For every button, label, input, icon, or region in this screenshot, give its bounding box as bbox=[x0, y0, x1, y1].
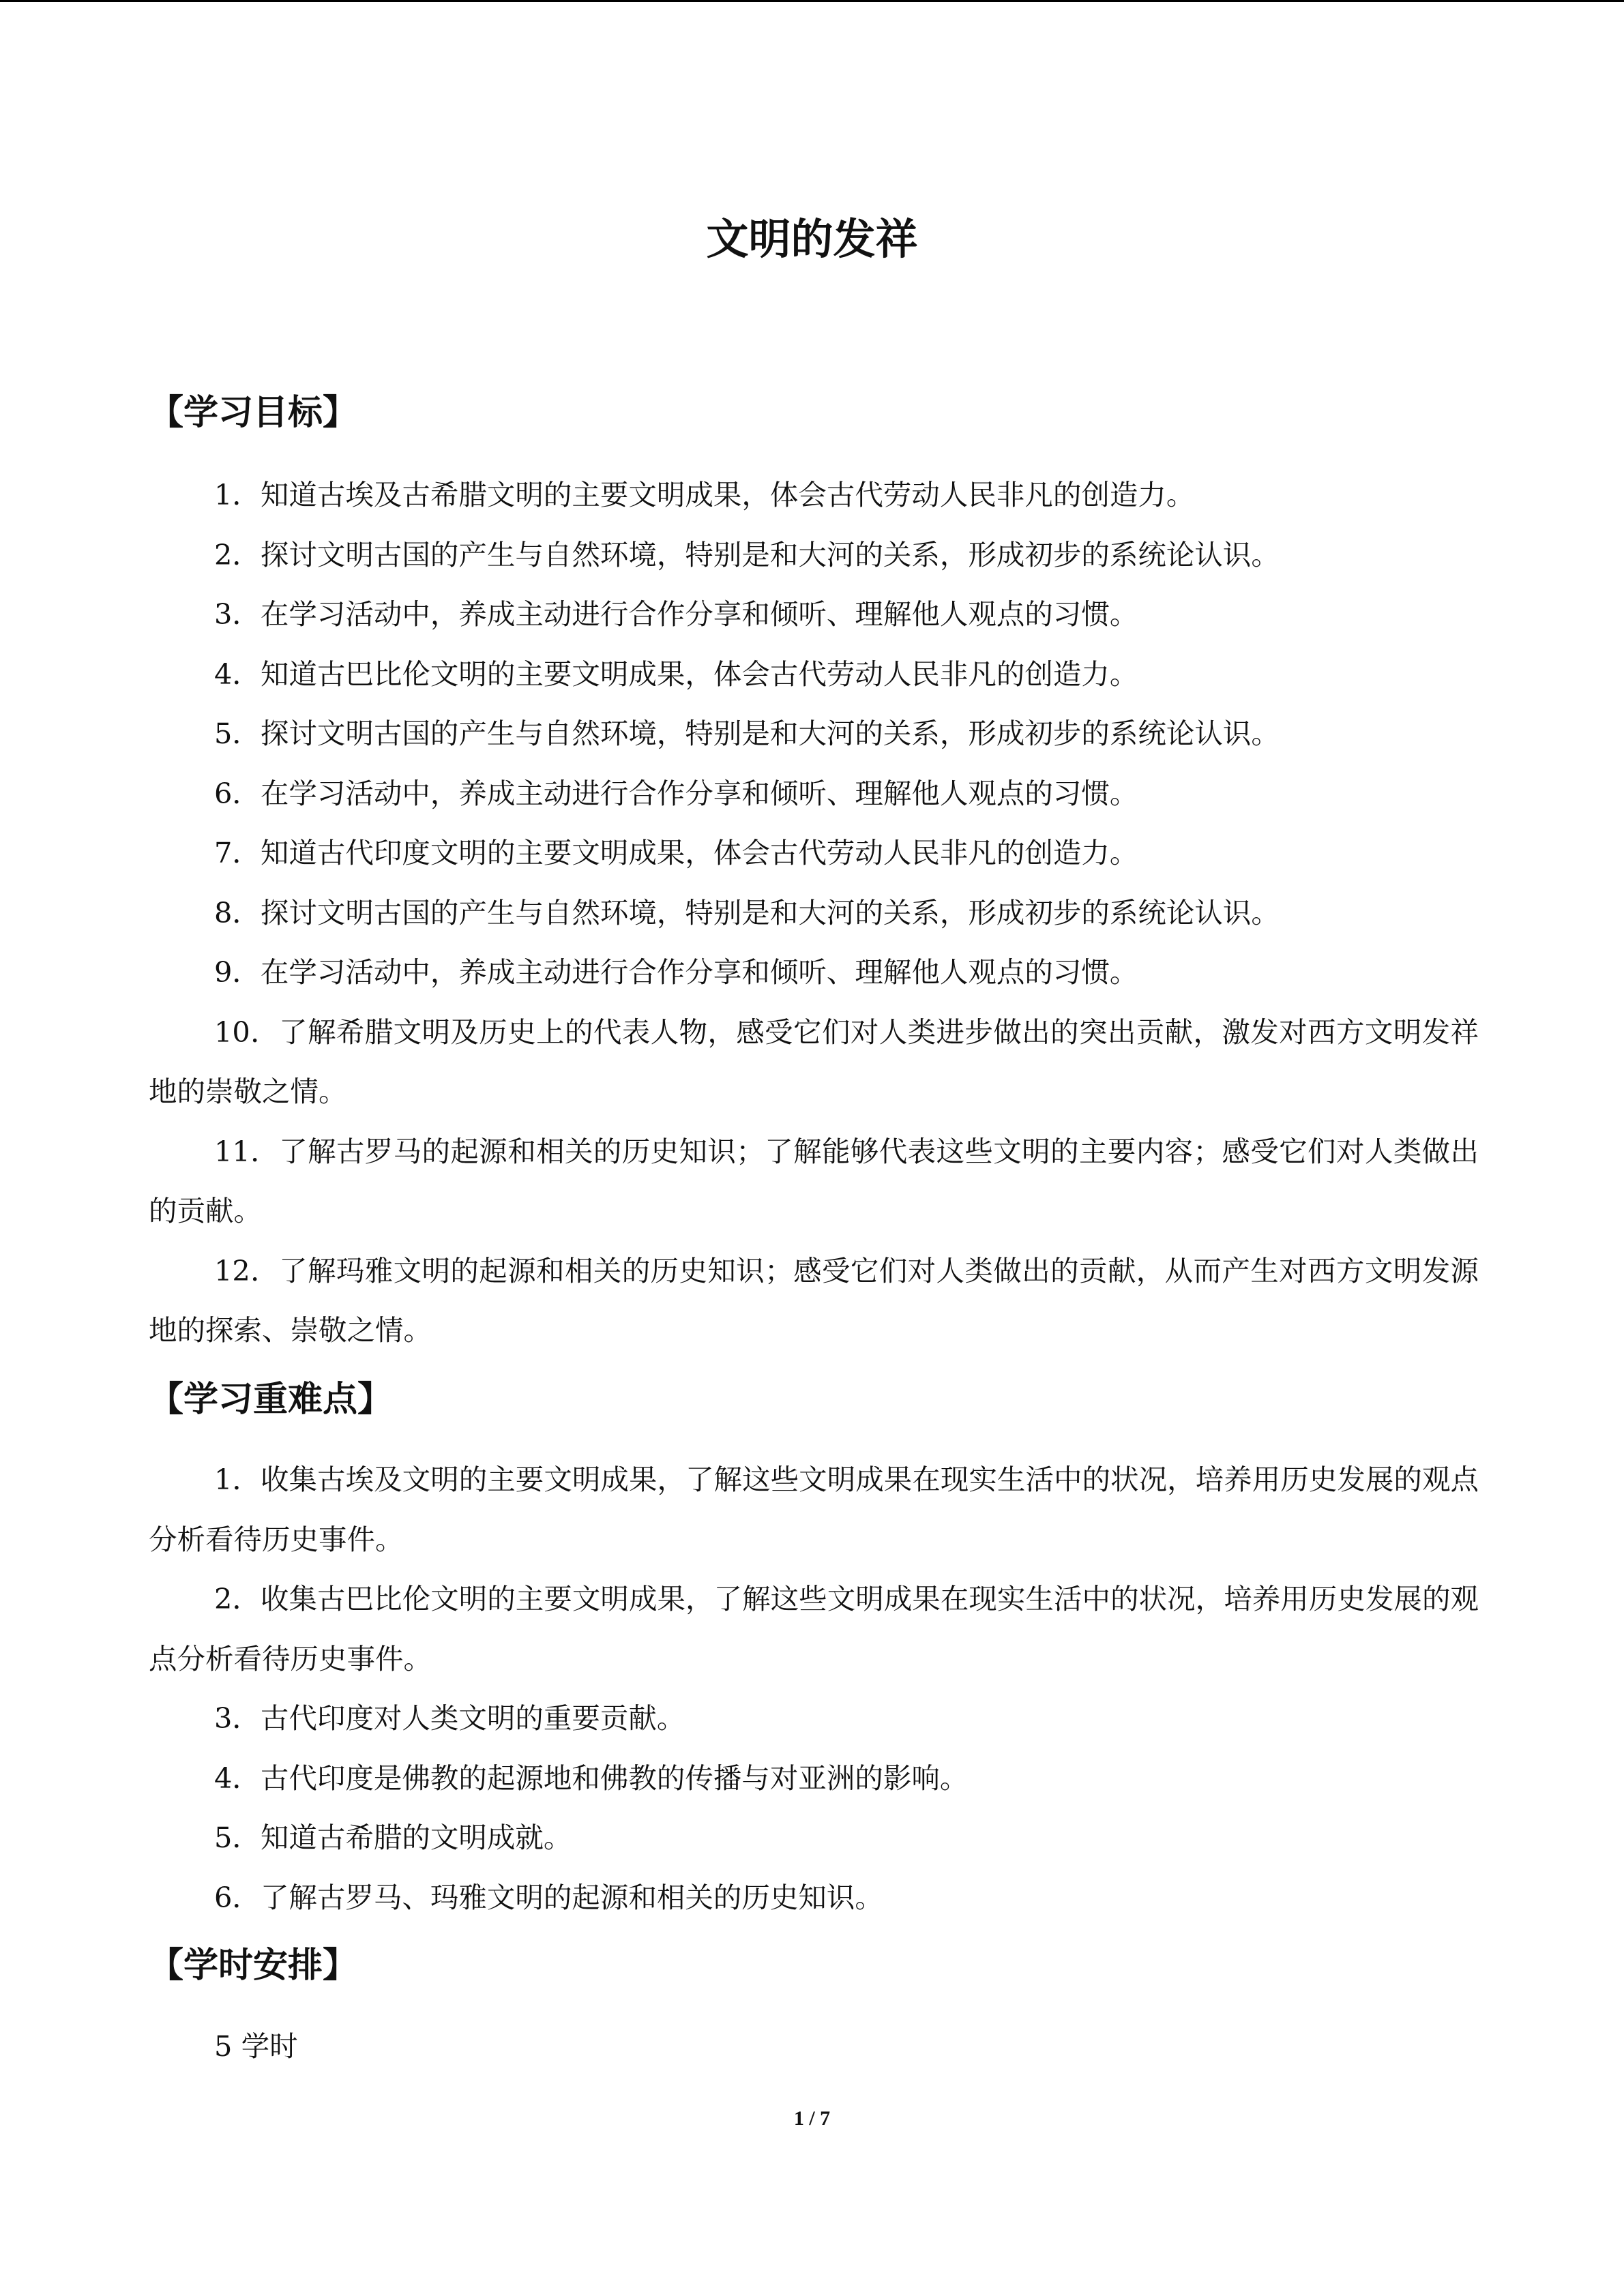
list-item: 5．知道古希腊的文明成就。 bbox=[214, 1821, 572, 1854]
list-item: 7．知道古代印度文明的主要文明成果，体会古代劳动人民非凡的创造力。 bbox=[214, 836, 1138, 869]
list-item: 3．在学习活动中，养成主动进行合作分享和倾听、理解他人观点的习惯。 bbox=[214, 597, 1138, 631]
section-heading-key-points: 【学习重难点】 bbox=[149, 1380, 393, 1420]
list-item: 10．了解希腊文明及历史上的代表人物，感受它们对人类进步做出的突出贡献，激发对西方文明发祥地的崇敬之情。 bbox=[149, 1015, 1479, 1108]
list-item: 2．探讨文明古国的产生与自然环境，特别是和大河的关系，形成初步的系统论认识。 bbox=[214, 537, 1280, 571]
list-item: 5．探讨文明古国的产生与自然环境，特别是和大河的关系，形成初步的系统论认识。 bbox=[214, 717, 1280, 750]
list-item: 4．知道古巴比伦文明的主要文明成果，体会古代劳动人民非凡的创造力。 bbox=[214, 657, 1138, 691]
list-item: 9．在学习活动中，养成主动进行合作分享和倾听、理解他人观点的习惯。 bbox=[214, 955, 1138, 989]
list-item: 4．古代印度是佛教的起源地和佛教的传播与对亚洲的影响。 bbox=[214, 1761, 969, 1795]
list-item: 6．了解古罗马、玛雅文明的起源和相关的历史知识。 bbox=[214, 1880, 883, 1914]
list-item: 12．了解玛雅文明的起源和相关的历史知识；感受它们对人类做出的贡献，从而产生对西方文明发源地的探索、崇敬之情。 bbox=[149, 1253, 1479, 1347]
page-number: 1 / 7 bbox=[793, 2107, 831, 2130]
list-item: 8．探讨文明古国的产生与自然环境，特别是和大河的关系，形成初步的系统论认识。 bbox=[214, 895, 1280, 929]
list-item: 2．收集古巴比伦文明的主要文明成果，了解这些文明成果在现实生活中的状况，培养用历史发展的观点分析看待历史事件。 bbox=[149, 1582, 1479, 1675]
section-heading-objectives: 【学习目标】 bbox=[149, 393, 358, 433]
list-item: 6．在学习活动中，养成主动进行合作分享和倾听、理解他人观点的习惯。 bbox=[214, 776, 1138, 810]
list-item: 1．知道古埃及古希腊文明的主要文明成果，体会古代劳动人民非凡的创造力。 bbox=[214, 478, 1195, 511]
list-item: 1．收集古埃及文明的主要文明成果，了解这些文明成果在现实生活中的状况，培养用历史发展的观点分析看待历史事件。 bbox=[149, 1463, 1479, 1556]
key-points-list bbox=[149, 1450, 1479, 1927]
section-heading-schedule: 【学时安排】 bbox=[149, 1945, 358, 1986]
page-title: 文明的发祥 bbox=[706, 214, 918, 264]
list-item: 3．古代印度对人类文明的重要贡献。 bbox=[214, 1701, 685, 1735]
class-hours: 5 学时 bbox=[214, 2029, 298, 2063]
list-item: 11．了解古罗马的起源和相关的历史知识；了解能够代表这些文明的主要内容；感受它们对人类做出的贡献。 bbox=[149, 1134, 1479, 1227]
objectives-list bbox=[149, 465, 1479, 1360]
